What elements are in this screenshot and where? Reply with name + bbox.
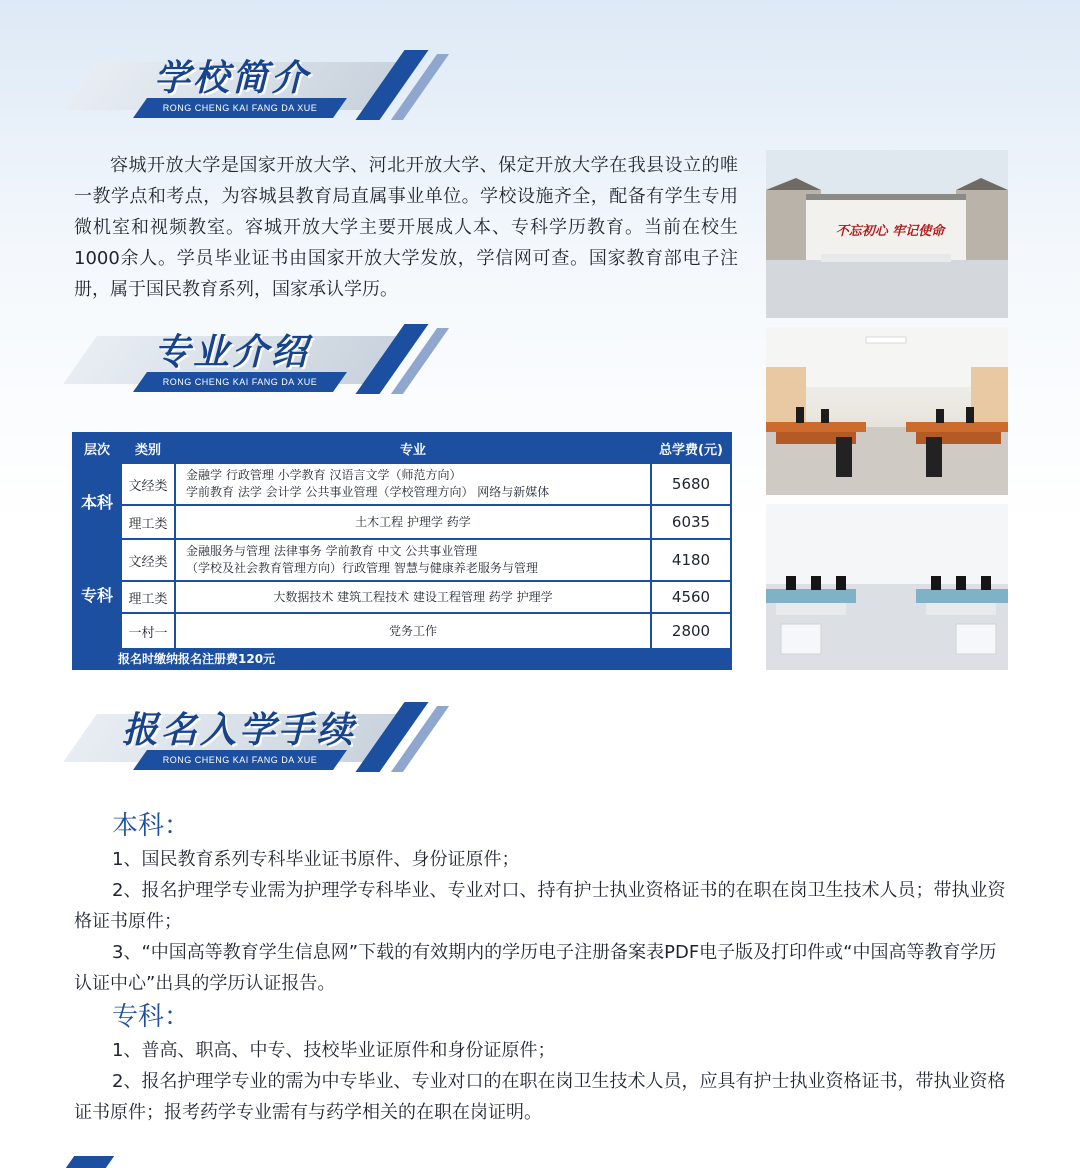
majors-cell: 土木工程 护理学 药学: [176, 506, 650, 538]
fee-cell: 5680: [652, 464, 730, 504]
col-header-major: 专业: [399, 442, 426, 458]
level-junior: 专科: [80, 585, 113, 605]
undergrad-heading: 本科：: [112, 811, 191, 841]
undergrad-item-1: 1、国民教育系列专科毕业证书原件、身份证原件；: [112, 849, 520, 870]
majors-cell: 大数据技术 建筑工程技术 建设工程管理 药学 护理学: [176, 582, 650, 612]
majors-cell: 党务工作: [176, 614, 650, 648]
registration-fee-note: 报名时缴纳报名注册费120元: [118, 652, 276, 666]
header-subtitle-bar: [133, 750, 347, 770]
majors-line: （学校及社会教育管理方向）行政管理 智慧与健康养老服务与管理: [186, 561, 538, 575]
majors-line: 金融学 行政管理 小学教育 汉语言文学（师范方向）: [186, 468, 462, 482]
header-subtitle-bar: [133, 372, 347, 392]
majors-table: [72, 432, 732, 670]
undergrad-item-3: 3、“中国高等教育学生信息网”下载的有效期内的学历电子注册备案表PDF电子版及打印件或“中国高等教育学历认证中心”出具的学历认证报告。: [74, 942, 997, 994]
col-header-category: 类别: [134, 442, 161, 458]
section-title-intro: 学校简介: [154, 58, 311, 99]
bottom-header-stripe: [66, 1156, 114, 1168]
enrollment-body: [74, 808, 1014, 1128]
category-cell: 理工类: [122, 582, 174, 612]
wall-slogan: 不忘初心 牢记使命: [835, 224, 945, 239]
header-subtitle: RONG CHENG KAI FANG DA XUE: [162, 103, 318, 113]
category-cell: 一村一: [122, 614, 174, 648]
header-subtitle: RONG CHENG KAI FANG DA XUE: [162, 755, 318, 765]
col-header-fee: 总学费(元): [659, 442, 723, 458]
junior-heading: 专科：: [112, 1002, 191, 1032]
majors-cell: [176, 540, 650, 580]
col-header-level: 层次: [83, 442, 110, 458]
campus-photo: [766, 150, 1008, 318]
fee-cell: 6035: [652, 506, 730, 538]
majors-cell: [176, 464, 650, 504]
fee-cell: 4180: [652, 540, 730, 580]
section-header-intro: [70, 50, 450, 140]
category-cell: 文经类: [122, 540, 174, 580]
category-cell: 理工类: [122, 506, 174, 538]
category-cell: 文经类: [122, 464, 174, 504]
section-header-majors: [70, 324, 450, 414]
junior-item-2: 2、报名护理学专业的需为中专毕业、专业对口的在职在岗卫生技术人员，应具有护士执业资格证书，带执业资格证书原件；报考药学专业需有与药学相关的在职在岗证明。: [74, 1071, 1006, 1123]
section-title-majors: 专业介绍: [154, 332, 311, 373]
header-subtitle: RONG CHENG KAI FANG DA XUE: [162, 377, 318, 387]
majors-line: 金融服务与管理 法律事务 学前教育 中文 公共事业管理: [186, 544, 478, 558]
undergrad-item-2: 2、报名护理学专业需为护理学专科毕业、专业对口、持有护士执业资格证书的在职在岗卫生技术人员；带执业资格证书原件；: [74, 880, 1006, 932]
junior-item-1: 1、普高、职高、中专、技校毕业证原件和身份证原件；: [112, 1040, 556, 1061]
video-classroom-photo: [766, 504, 1008, 670]
section-header-enrollment: [70, 702, 450, 792]
header-subtitle-bar: [133, 98, 347, 118]
intro-paragraph: 容城开放大学是国家开放大学、河北开放大学、保定开放大学在我县设立的唯一教学点和考点，为容城县教育局直属事业单位。学校设施齐全，配备有学生专用微机室和视频教室。容城开放大学主要开展成人本、专科学历教育。当前在校生1000余人。学员毕业证书由国家开放大学发放，学信网可查。国家教育部电子注册，属于国民教育系列，国家承认学历。: [74, 155, 738, 300]
level-undergrad: 本科: [80, 492, 113, 512]
fee-cell: 2800: [652, 614, 730, 648]
section-title-enrollment: 报名入学手续: [122, 710, 357, 751]
majors-line: 学前教育 法学 会计学 公共事业管理（学校管理方向） 网络与新媒体: [186, 485, 550, 499]
computer-lab-photo: [766, 327, 1008, 495]
fee-cell: 4560: [652, 582, 730, 612]
